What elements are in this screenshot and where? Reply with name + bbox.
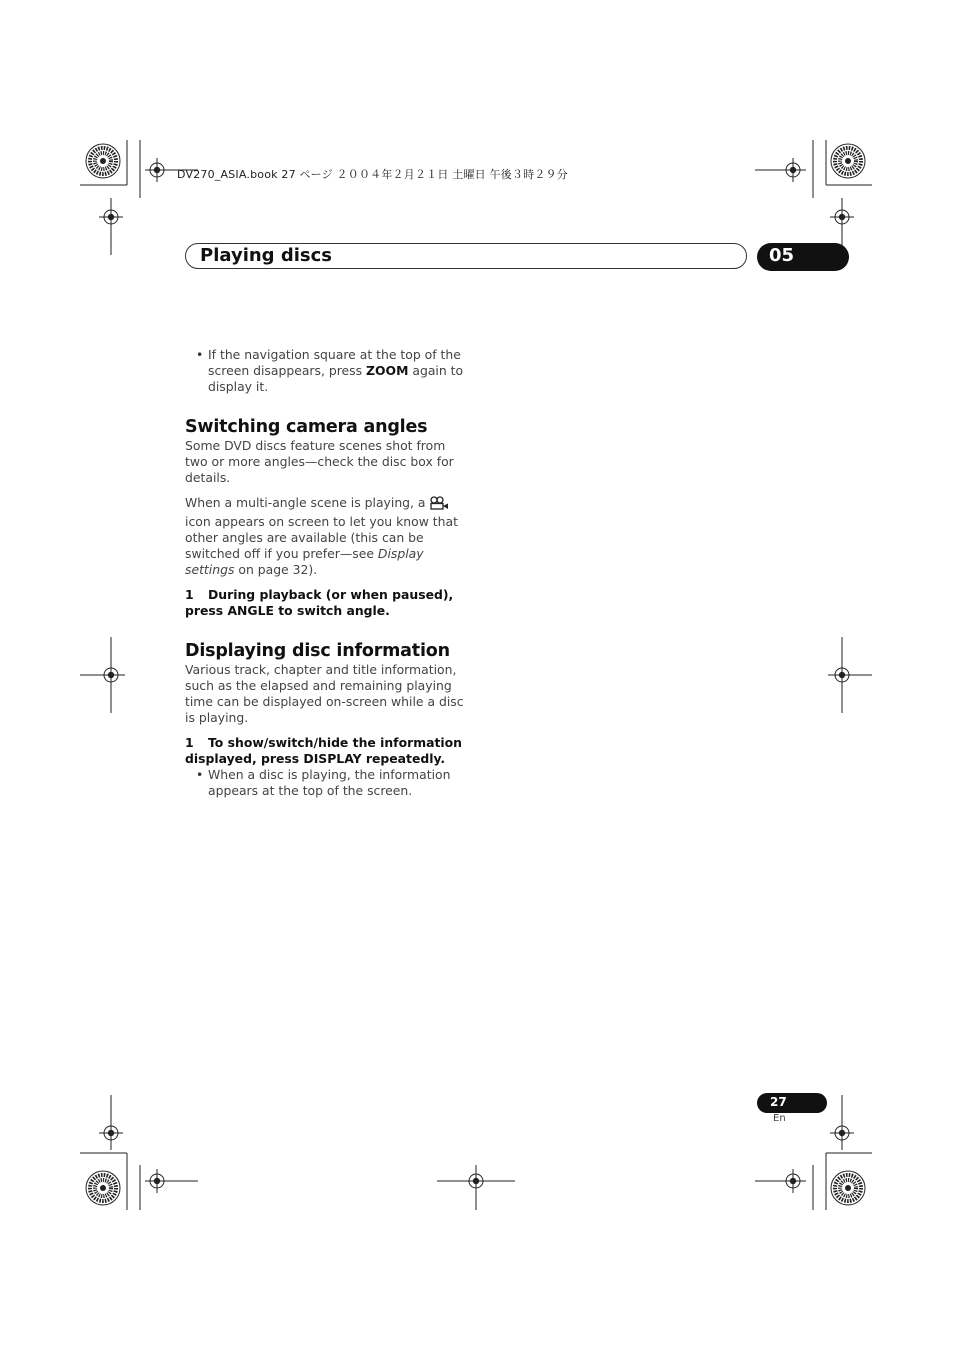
camera-angles-para2: When a multi-angle scene is playing, a icon appears on screen to let you know that other angles are available (this can be switched off if you prefer—see Display settings on page 32). [185,495,458,577]
file-info: DV270_ASIA.book 27 ページ ２００４年２月２１日 土曜日 午後３時２９分 [177,168,568,181]
starburst-target-icon [86,144,120,178]
camera-angles-para1: Some DVD discs feature scenes shot from two or more angles—check the disc box for details. [185,438,454,485]
main-column [185,347,470,799]
disc-info-step: 1 To show/switch/hide the information displayed, press DISPLAY repeatedly. [185,735,462,766]
zoom-key: ZOOM [366,363,409,378]
display-settings-ref: Display settings [185,546,424,577]
intro-bullet: • If the navigation square at the top of the screen disappears, press ZOOM again to display it. [185,347,470,395]
starburst-target-icon [831,1171,865,1205]
page-number: 27 [770,1095,787,1109]
starburst-target-icon [831,144,865,178]
chapter-number-badge [757,243,849,271]
disc-info-para1: Various track, chapter and title information, such as the elapsed and remaining playing time can be displayed on-screen while a disc is playing. [185,662,464,725]
camera-angle-icon [429,496,449,514]
disc-info-bullet: • When a disc is playing, the information appears at the top of the screen. [185,767,470,799]
chapter-number: 05 [769,245,795,266]
chapter-title: Playing discs [200,245,332,266]
camera-angles-step: 1 During playback (or when paused), press ANGLE to switch angle. [185,587,454,618]
chapter-header [185,243,747,269]
language-code: En [773,1113,786,1124]
section-heading-disc-info: Displaying disc information [185,641,450,661]
starburst-target-icon [86,1171,120,1205]
page-number-badge [757,1093,827,1113]
section-heading-camera-angles: Switching camera angles [185,417,428,437]
